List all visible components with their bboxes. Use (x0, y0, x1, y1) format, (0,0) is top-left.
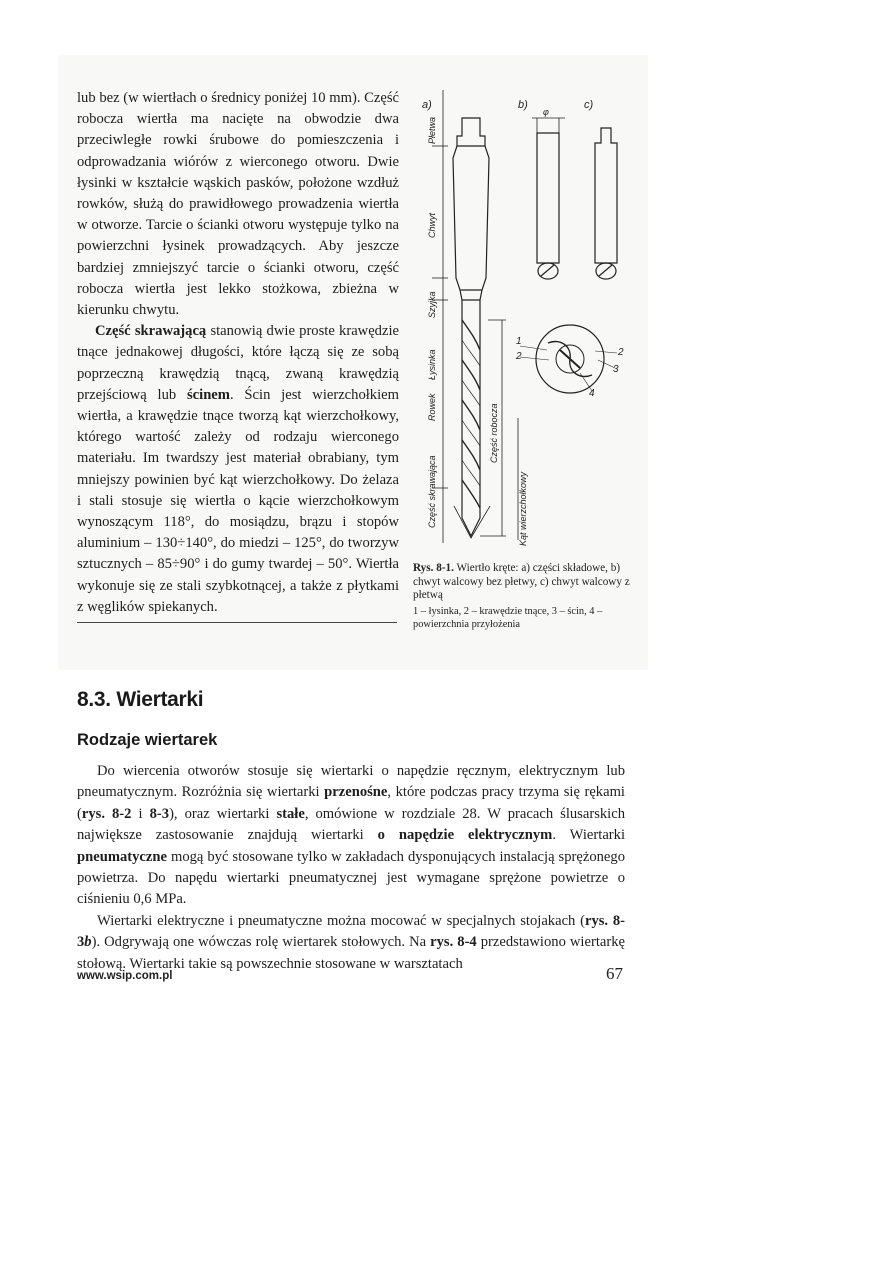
paragraph-drill-stands (77, 911, 625, 975)
paragraph-cutting-part (77, 321, 399, 618)
drill-flutes (462, 320, 480, 508)
text-run: przedstawiono wiertarkę stołową. Wiertarki takie są powszechnie stosowane w warsztatach (77, 934, 625, 972)
text-run: . Ścin jest wierzchołkiem wiertła, a krawędzie tnące tworzą kąt wierzchołkowy, którego wartość zależy od rodzaju wierconego materiału. Im twardszy jest materiał obrabiany, tym mniejszy powinien być kąt wierzchołkowy. Do żelaza i stali stosuje się wiertła o kącie wierzchołkowym wynoszącym 118°, do mosiądzu, brązu i stopów aluminium – 130÷140°, do miedzi – 125°, do tworzyw sztucznych – 85÷90° i do gumy twardej – 50°. Wiertła wykonuje się ze stali szybkotnącej, a także z płytkami z węglików spiekanych. (77, 386, 399, 615)
footer-website: www.wsip.com.pl (77, 970, 173, 982)
label-n2b: 2 (618, 347, 624, 358)
drill-b-end (538, 263, 558, 279)
label-n4: 4 (589, 388, 595, 399)
bold-term: pneumatyczne (77, 848, 167, 865)
label-rowek: Rowek (427, 393, 437, 421)
italic-suffix: b (84, 934, 92, 951)
caption-text: Wiertło kręte: a) części składowe, b) chwyt walcowy bez płetwy, c) chwyt walcowy z płetwą (413, 562, 630, 601)
text-run: . Wiertarki (552, 827, 626, 844)
text-run: i (131, 805, 150, 822)
column-divider-rule (77, 622, 397, 623)
text-run: , omówione w rozdziale 28. W pracach ślusarskich największe zastosowanie znajdują wiertarki (77, 805, 626, 844)
label-n3: 3 (613, 364, 619, 375)
drill-body (462, 300, 480, 536)
figure-reference: rys. 8-4 (430, 934, 477, 951)
figure-reference: rys. 8-2 (81, 805, 132, 822)
label-czesc-robocza: Część robocza (489, 403, 499, 463)
main-body-text (77, 761, 625, 975)
text-run: , które podczas pracy trzyma się rękami ( (77, 784, 625, 822)
label-lysinka: Łysinka (427, 349, 437, 380)
label-c: c) (584, 99, 594, 111)
bold-term: przenośne (324, 784, 388, 801)
text-run: Wiertarki elektryczne i pneumatyczne można mocować w specjalnych stojakach ( (97, 912, 585, 929)
paragraph-drill-types (77, 761, 625, 911)
bold-term: o napędzie elektrycznym (377, 827, 553, 844)
bold-term: ścinem (186, 386, 230, 403)
label-kat-wierzcholkowy: Kąt wierzchołkowy (518, 471, 528, 546)
drill-c-end (596, 263, 616, 279)
left-column-text (77, 88, 399, 618)
bold-term: stałe (276, 805, 305, 822)
page-number: 67 (606, 964, 623, 983)
label-chwyt: Chwyt (427, 212, 437, 238)
text-run: ). Odgrywają one wówczas rolę wiertarek stołowych. Na (91, 934, 431, 951)
caption-number: Rys. 8-1. (413, 562, 454, 574)
figure-reference: 8-3 (149, 805, 170, 822)
text-run: ), oraz wiertarki (169, 805, 277, 822)
drill-shank (453, 146, 489, 290)
paragraph-drill-body: lub bez (w wiertłach o średnicy poniżej 10 mm). Część robocza wiertła ma nacięte na obwodzie dwa przeciwległe rowki śrubowe do pomieszczenia i odprowadzania wiórów z wierconego otworu. Dwie łysinki w kształcie wąskich pasków, położone wzdłuż rowków, służą do prawidłowego prowadzenia wiertła w otworze. Tarcie o ścianki otworu występuje tylko na powierzchni łysinek prowadzących. Aby jeszcze bardziej zmniejszyć tarcie o ścianki otworu, część robocza wiertła jest lekko stożkowa, zbieżna w kierunku chwytu. (77, 90, 399, 319)
text-run: Do wiercenia otworów stosuje się wiertarki o napędzie ręcznym, elektrycznym lub pneumatycznym. Rozróżnia się wiertarki (77, 763, 625, 801)
text-run: mogą być stosowane tylko w zakładach dysponujących instalacją sprężonego powietrza. Do napędu wiertarki pneumatycznej jest wymagane sprężone powietrze o ciśnieniu 0,6 MPa. (77, 848, 625, 908)
twist-drill-figure (410, 88, 630, 558)
drill-b-shank (537, 133, 559, 263)
section-subtitle: Rodzaje wiertarek (77, 731, 218, 749)
drill-c-shank (595, 128, 617, 263)
label-phi: φ (543, 107, 549, 117)
label-b: b) (518, 99, 528, 111)
label-pletwa: Płetwa (427, 116, 437, 144)
bold-term: Część skrawającą (95, 323, 207, 340)
drill-tang (457, 118, 485, 146)
label-n2: 2 (516, 351, 522, 362)
text-run: rys. 8-3 (77, 912, 625, 951)
label-a: a) (422, 99, 432, 111)
section-title: 8.3. Wiertarki (77, 688, 204, 711)
text-run: stanowią dwie proste krawędzie tnące jednakowej długości, które łączą się ze sobą poprzeczną krawędzią tnącą, zwaną krawędzią przejściową lub (77, 323, 399, 403)
caption-legend: 1 – łysinka, 2 – krawędzie tnące, 3 – ścin, 4 – powierzchnia przyłożenia (413, 605, 603, 630)
label-n1: 1 (516, 336, 522, 347)
label-szyjka: Szyjka (427, 291, 437, 318)
figure-caption (413, 562, 635, 632)
label-czesc-skrawajaca: Część skrawająca (427, 455, 437, 528)
drill-neck (460, 290, 482, 300)
